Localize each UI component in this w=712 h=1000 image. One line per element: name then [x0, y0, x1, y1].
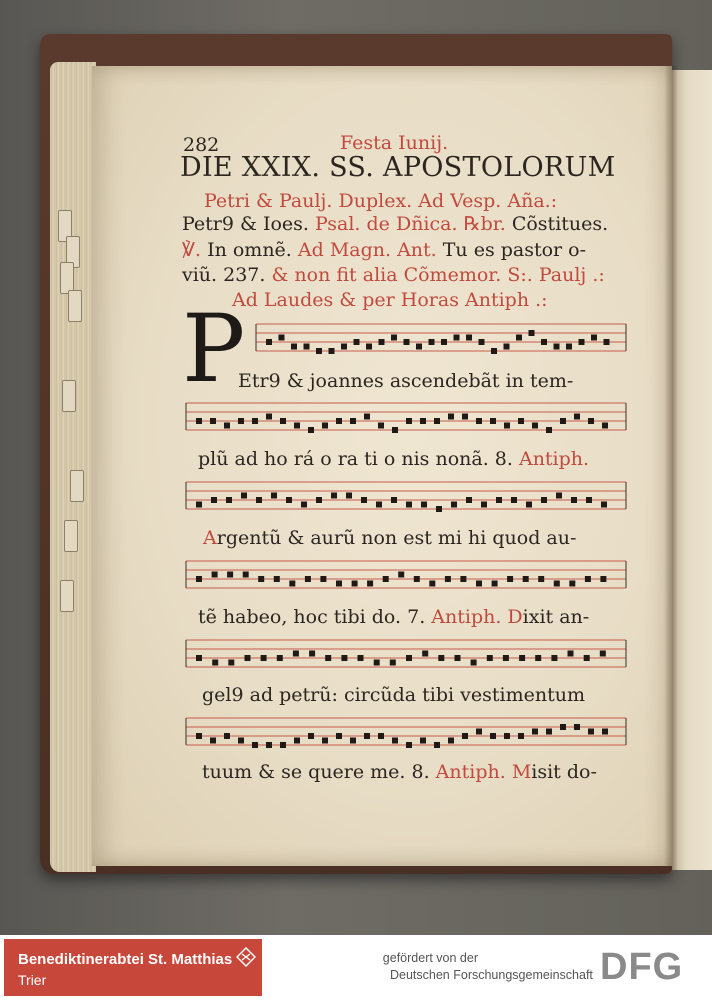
text-segment: isit do- — [531, 761, 597, 783]
text-segment: tuum & se quere me. 8. — [202, 761, 436, 783]
running-head: Festa Iunij. — [340, 132, 449, 154]
neume — [429, 339, 435, 345]
neume — [448, 738, 454, 744]
neume — [434, 742, 440, 748]
neume — [243, 572, 249, 578]
neume — [554, 581, 560, 587]
text-segment: tẽ habeo, hoc tibi do. 7. — [198, 606, 432, 628]
neume — [238, 418, 244, 424]
neume — [560, 418, 566, 424]
neume — [438, 655, 444, 661]
neume — [354, 339, 360, 345]
institution-name: Benediktinerabtei St. Matthias — [18, 951, 233, 968]
staff-4 — [186, 561, 626, 588]
neume — [271, 493, 277, 499]
neume — [546, 427, 552, 433]
text-segment: Petr9 & Ioes. — [182, 213, 315, 235]
staff-2 — [186, 403, 626, 433]
text-segment: ixit an- — [522, 606, 590, 628]
neume — [529, 330, 535, 336]
neume — [383, 576, 389, 582]
neume — [406, 502, 412, 508]
rubric-text: Antiph. D — [431, 606, 523, 628]
neume — [196, 418, 202, 424]
feast-title: DIE XXIX. SS. APOSTOLORUM — [180, 152, 616, 183]
neume — [511, 497, 517, 503]
staff-6 — [186, 718, 626, 748]
text-segment: viũ. 237. — [182, 264, 272, 286]
neume — [490, 418, 496, 424]
neume — [224, 423, 230, 429]
neume — [420, 418, 426, 424]
neume — [462, 414, 468, 420]
neume — [305, 576, 311, 582]
neume — [476, 581, 482, 587]
neume — [535, 655, 541, 661]
neume — [341, 655, 347, 661]
neume — [507, 576, 513, 582]
neume — [279, 335, 285, 341]
text-segment: rgentũ & aurũ non est mi hi quod au- — [216, 527, 577, 549]
neume — [476, 729, 482, 735]
lyric-line — [202, 684, 585, 706]
neume — [352, 581, 358, 587]
neume — [210, 418, 216, 424]
neume — [196, 733, 202, 739]
funding-note-text: gefördert von der — [382, 951, 478, 965]
neume — [448, 414, 454, 420]
rubric-text: Ad Laudes & per Horas Antiph .: — [232, 289, 548, 311]
neume — [398, 572, 404, 578]
neume — [336, 733, 342, 739]
neume — [392, 427, 398, 433]
neume — [414, 576, 420, 582]
neume — [455, 655, 461, 661]
neume — [519, 655, 525, 661]
lyric-line — [198, 448, 589, 470]
neume — [591, 335, 597, 341]
neume — [241, 493, 247, 499]
neume — [516, 335, 522, 341]
neume — [392, 738, 398, 744]
rubric-text: A — [203, 527, 217, 549]
neume — [600, 651, 606, 657]
neume — [436, 506, 442, 512]
neume — [274, 576, 280, 582]
neume — [378, 423, 384, 429]
neume — [579, 339, 585, 345]
neume — [350, 418, 356, 424]
neume — [325, 655, 331, 661]
institution-city: Trier — [18, 972, 47, 988]
neume — [574, 724, 580, 730]
dfg-logo: DFG — [600, 946, 684, 988]
neume — [280, 418, 286, 424]
neume — [466, 497, 472, 503]
neume — [294, 423, 300, 429]
neume — [361, 497, 367, 503]
neume — [574, 414, 580, 420]
neume — [556, 493, 562, 499]
neume — [487, 655, 493, 661]
neume — [490, 733, 496, 739]
neume — [364, 733, 370, 739]
neume — [364, 414, 370, 420]
neume — [416, 344, 422, 350]
neume — [316, 497, 322, 503]
neume — [224, 733, 230, 739]
rubric-text: Psal. de Dñica. ℞br. — [315, 213, 512, 235]
neume — [588, 418, 594, 424]
neume — [434, 418, 440, 424]
neume — [228, 660, 234, 666]
neume — [560, 724, 566, 730]
neume — [320, 576, 326, 582]
neume — [252, 742, 258, 748]
rubric-text: & non fit alia Cõmemor. S:. Paulj .: — [271, 264, 605, 286]
neume — [404, 339, 410, 345]
neume — [526, 502, 532, 508]
neume — [554, 344, 560, 350]
neume — [451, 502, 457, 508]
neume — [586, 497, 592, 503]
neume — [588, 729, 594, 735]
neume — [518, 418, 524, 424]
text-segment: Etr9 & joannes ascendebãt in tem- — [238, 370, 574, 392]
neume — [479, 339, 485, 345]
neume — [309, 651, 315, 657]
abbey-emblem-icon — [236, 947, 256, 967]
neume — [390, 660, 396, 666]
neume — [329, 348, 335, 354]
rubric-text: ℣. — [182, 239, 208, 261]
decorated-initial: P — [182, 295, 246, 404]
neume — [460, 576, 466, 582]
text-segment: gel9 ad petrũ: circũda tibi vestimentum — [202, 684, 585, 706]
neume — [378, 733, 384, 739]
neume — [280, 742, 286, 748]
footer-banner — [0, 935, 712, 1000]
neume — [261, 655, 267, 661]
neume — [602, 729, 608, 735]
neume — [566, 344, 572, 350]
neume — [277, 655, 283, 661]
neume — [316, 348, 322, 354]
neume — [211, 497, 217, 503]
neume — [503, 655, 509, 661]
neume — [336, 581, 342, 587]
neume — [421, 502, 427, 508]
neume — [266, 339, 272, 345]
neume — [523, 576, 529, 582]
neume — [212, 660, 218, 666]
neume — [422, 651, 428, 657]
neume — [308, 733, 314, 739]
staff-1 — [256, 324, 626, 354]
neume — [481, 502, 487, 508]
neume — [585, 576, 591, 582]
rubric-text: Petri & Paulj. Duplex. Ad Vesp. Aña.: — [204, 190, 558, 212]
neume — [445, 576, 451, 582]
neume — [406, 742, 412, 748]
rubric-text: Ad Magn. Ant. — [297, 239, 443, 261]
lyric-line — [238, 370, 573, 392]
neume — [256, 497, 262, 503]
neume — [492, 581, 498, 587]
neume — [504, 344, 510, 350]
funder-name: Deutschen Forschungsgemeinschaft — [390, 968, 593, 982]
neume — [322, 423, 328, 429]
neume — [226, 497, 232, 503]
neume — [532, 729, 538, 735]
neume — [266, 414, 272, 420]
neume — [441, 339, 447, 345]
neume — [331, 493, 337, 499]
text-segment: Tu es pastor o- — [442, 239, 587, 261]
neume — [541, 339, 547, 345]
rubric-text: Antiph. — [518, 448, 590, 470]
neume — [391, 335, 397, 341]
neume — [227, 572, 233, 578]
neume — [196, 502, 202, 508]
neume — [471, 660, 477, 666]
neume — [196, 655, 202, 661]
neume — [196, 576, 202, 582]
neume — [541, 497, 547, 503]
neume — [429, 581, 435, 587]
neume — [301, 502, 307, 508]
neume — [376, 502, 382, 508]
staff-3 — [186, 482, 626, 512]
neume — [504, 423, 510, 429]
neume — [291, 344, 297, 350]
neume — [476, 418, 482, 424]
text-segment: In omnẽ. — [207, 239, 298, 261]
neume — [532, 423, 538, 429]
neume — [336, 418, 342, 424]
neume — [568, 651, 574, 657]
lyric-line — [202, 761, 597, 783]
neume — [322, 738, 328, 744]
neume — [518, 733, 524, 739]
neume — [406, 655, 412, 661]
neume — [294, 738, 300, 744]
institution-banner — [4, 939, 262, 996]
neume — [252, 418, 258, 424]
neume — [258, 576, 264, 582]
neume — [212, 572, 218, 578]
text-segment: plũ ad ho rá o ra ti o nis nonã. 8. — [198, 448, 519, 470]
neume — [374, 660, 380, 666]
neume — [604, 339, 610, 345]
neume — [584, 655, 590, 661]
neume — [391, 497, 397, 503]
neume — [308, 427, 314, 433]
neume — [245, 655, 251, 661]
neume — [406, 418, 412, 424]
lyric-line — [198, 606, 589, 628]
neume — [289, 581, 295, 587]
neume — [341, 344, 347, 350]
neume — [546, 729, 552, 735]
neume — [350, 738, 356, 744]
neume — [304, 344, 310, 350]
neume — [210, 738, 216, 744]
neume — [496, 497, 502, 503]
neume — [601, 502, 607, 508]
neume — [266, 742, 272, 748]
lyric-line — [203, 527, 576, 549]
neume — [569, 581, 575, 587]
neume — [504, 733, 510, 739]
neume — [571, 497, 577, 503]
neume — [602, 423, 608, 429]
neume — [454, 335, 460, 341]
neume — [466, 335, 472, 341]
neume — [551, 655, 557, 661]
neume — [379, 339, 385, 345]
neume — [286, 497, 292, 503]
neume — [366, 344, 372, 350]
neume — [293, 651, 299, 657]
page-number: 282 — [183, 134, 220, 156]
neume — [238, 738, 244, 744]
neume — [538, 576, 544, 582]
staff-5 — [186, 640, 626, 667]
neume — [367, 581, 373, 587]
neume — [462, 733, 468, 739]
neume — [600, 576, 606, 582]
neume — [358, 655, 364, 661]
text-segment: Cõstitues. — [511, 213, 609, 235]
rubric-text: Antiph. M — [435, 761, 532, 783]
neume — [420, 738, 426, 744]
neume — [491, 348, 497, 354]
neume — [346, 493, 352, 499]
